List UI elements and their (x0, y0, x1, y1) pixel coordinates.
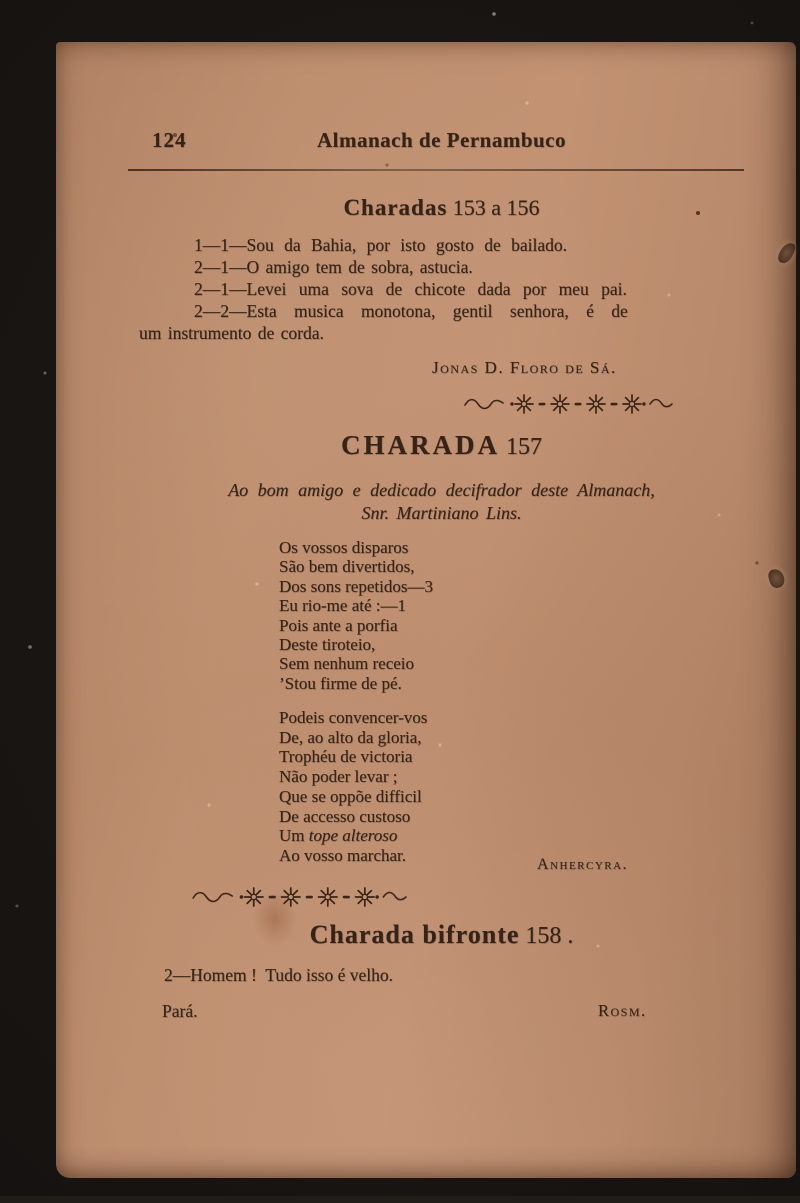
charada-item-continuation: um instrumento de corda. (139, 323, 324, 343)
ink-specks (56, 42, 58, 44)
scan-bottom-edge (0, 1196, 800, 1203)
header-rule (128, 169, 744, 171)
poem-line: Podeis convencer-vos (279, 708, 428, 727)
heading-number-text: 157 (500, 434, 542, 460)
section-heading-charada-157 (139, 430, 744, 461)
heading-range-text: 153 a 156 (447, 195, 540, 220)
binding-mark-icon (776, 240, 797, 265)
heading-bold-text: Charada bifronte (309, 920, 520, 949)
poem-line (279, 826, 427, 846)
dedication (139, 479, 744, 525)
poem-line: Eu rio-me até :—1 (279, 596, 406, 616)
poem-line: Sem nenhum receio (279, 654, 415, 674)
author-signature: Jonas D. Floro de Sá. (432, 358, 617, 377)
section-heading-charada-bifronte-158 (139, 920, 744, 950)
running-title: Almanach de Pernambuco (317, 128, 566, 152)
poem-line: Trophéu de victoria (279, 747, 413, 767)
divider-ornament-icon (462, 393, 674, 415)
poem-line: Que se oppõe difficil (279, 786, 422, 806)
dedication-line: Ao bom amigo e dedicado decifrador deste Almanach, (228, 480, 655, 500)
poem-line: ’Stou firme de pé. (279, 673, 402, 693)
charada-item: 2—1—Levei uma sova de chicote dada por meu pai. (194, 279, 627, 299)
dust-specks (0, 0, 2, 2)
poem-line: Dos sons repetidos—3 (279, 576, 433, 596)
poem-line: Deste tiroteio, (279, 635, 376, 655)
poem-stanza-2 (279, 708, 427, 866)
author-signature: Rosm. (598, 1001, 647, 1020)
poem-line: Ao vosso marchar. (279, 845, 407, 865)
poem-line: Pois ante a porfia (279, 615, 398, 635)
place-name: Pará. (162, 1001, 198, 1021)
dedication-line: Snr. Martiniano Lins. (361, 503, 522, 523)
page-number: 124 (152, 128, 187, 152)
author-signature: Anhercyra. (537, 856, 629, 873)
poem-line: São bem divertidos, (279, 557, 415, 577)
charada-item: 2—Homem ! Tudo isso é velho. (164, 965, 393, 985)
heading-bold-text: CHARADA (341, 430, 500, 460)
poem-line: Não poder levar ; (279, 767, 398, 787)
heading-bold-text: Charadas (343, 195, 448, 220)
charada-item: 1—1—Sou da Bahia, por isto gosto de bailado. (194, 235, 568, 255)
binding-mark-icon (767, 567, 786, 589)
poem-line: De accesso custoso (279, 806, 411, 826)
poem-line: De, ao alto da gloria, (279, 727, 422, 747)
heading-number-text: 158 . (519, 923, 574, 949)
running-header (139, 128, 770, 153)
scanned-page (56, 42, 796, 1178)
section-heading-charadas-153-156 (139, 195, 744, 221)
divider-ornament-icon (190, 886, 408, 908)
poem-line-prefix: Um (279, 826, 309, 846)
charada-item: 2—1—O amigo tem de sobra, astucia. (194, 257, 473, 277)
poem-line: Os vossos disparos (279, 538, 409, 557)
poem-line-italic: tope alteroso (308, 826, 398, 846)
charada-item: 2—2—Esta musica monotona, gentil senhora, é de (194, 301, 628, 321)
poem-stanza-1 (279, 538, 433, 693)
